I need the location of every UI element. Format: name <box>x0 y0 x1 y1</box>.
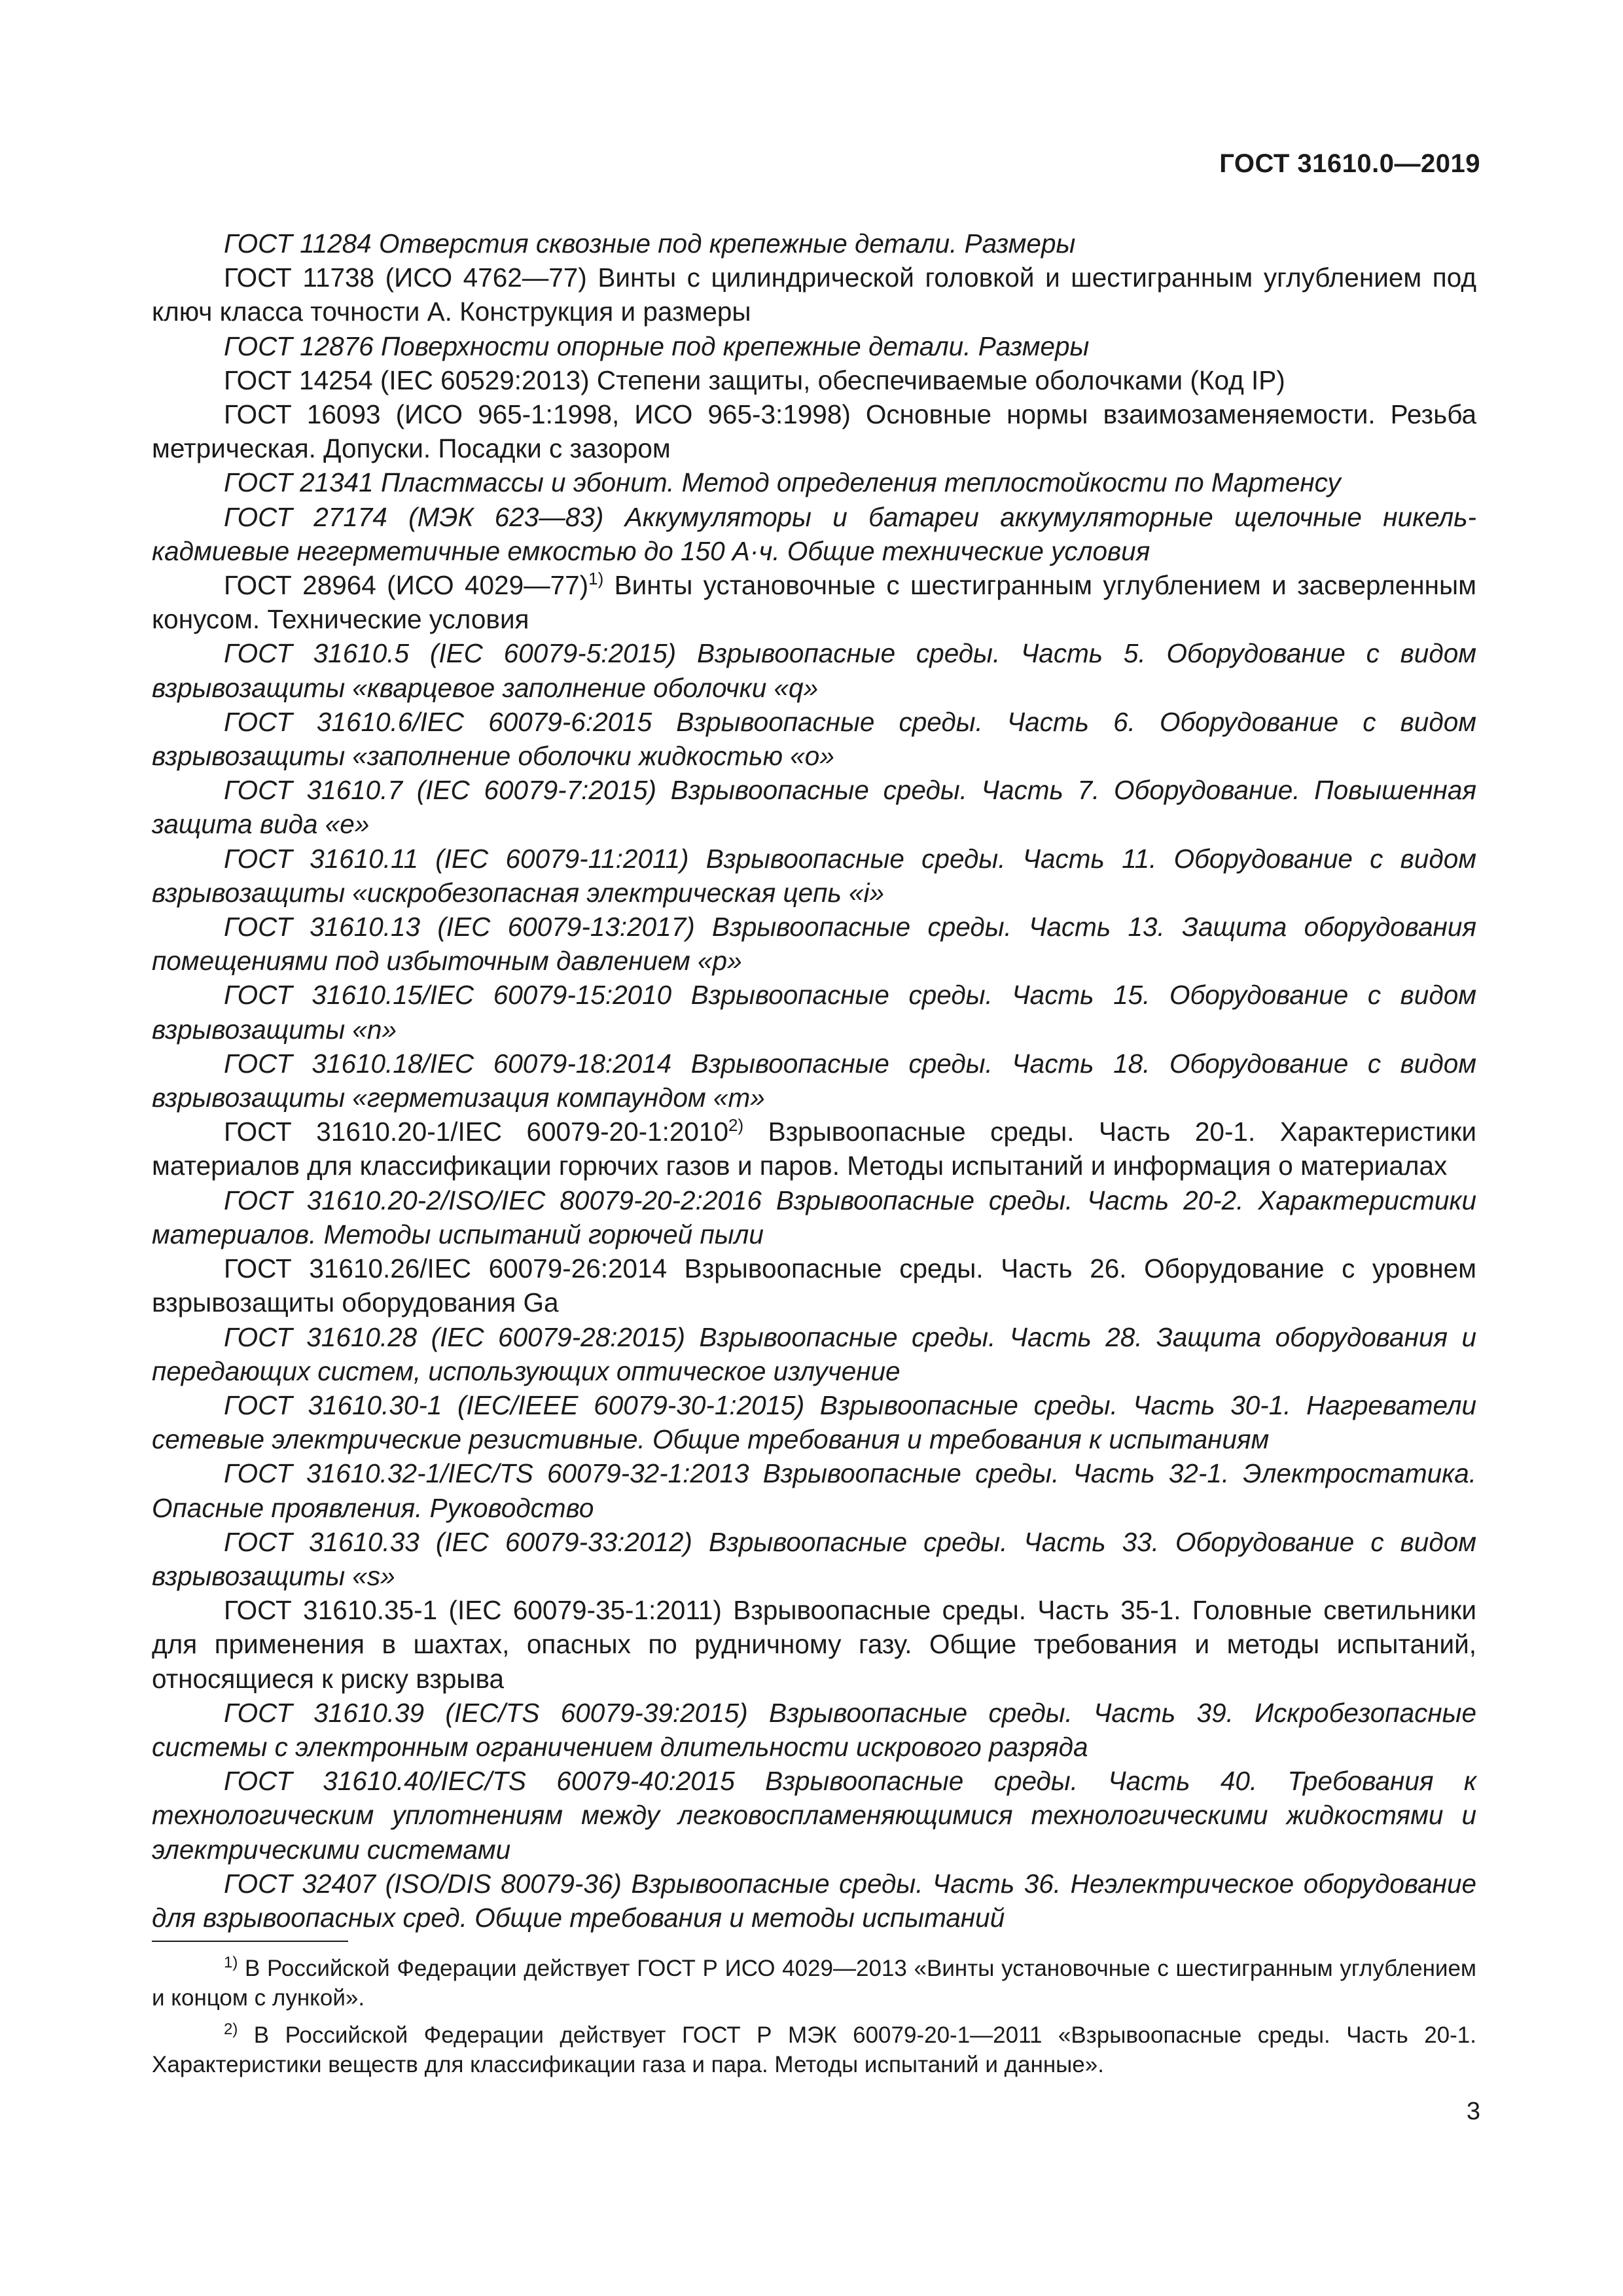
reference-item <box>152 568 1476 636</box>
reference-item: ГОСТ 31610.33 (IEC 60079-33:2012) Взрывоопасные среды. Часть 33. Оборудование с видом взрывозащиты «s» <box>152 1526 1476 1591</box>
normative-references-list <box>152 226 1476 1935</box>
footnote-marker: 2) <box>728 1115 744 1136</box>
reference-item: ГОСТ 31610.5 (IEC 60079-5:2015) Взрывоопасные среды. Часть 5. Оборудование с видом взрывозащиты «кварцевое заполнение оболочки «q» <box>152 638 1476 703</box>
reference-item: ГОСТ 31610.20-2/ISO/IEC 80079-20-2:2016 Взрывоопасные среды. Часть 20-2. Характеристики материалов. Методы испытаний горючей пыли <box>152 1185 1476 1249</box>
footnote-separator <box>152 1941 348 1942</box>
reference-item: ГОСТ 31610.7 (IEC 60079-7:2015) Взрывоопасные среды. Часть 7. Оборудование. Повышенная защита вида «е» <box>152 775 1476 840</box>
reference-item: ГОСТ 16093 (ИСО 965-1:1998, ИСО 965-3:1998) Основные нормы взаимозаменяемости. Резьба метрическая. Допуски. Посадки с зазором <box>152 399 1476 464</box>
reference-item: ГОСТ 12876 Поверхности опорные под крепежные детали. Размеры <box>224 331 1090 361</box>
footnote-marker: 2) <box>224 2020 238 2038</box>
reference-item: ГОСТ 31610.13 (IEC 60079-13:2017) Взрывоопасные среды. Часть 13. Защита оборудования помещениями под избыточным давлением «р» <box>152 912 1476 977</box>
reference-item: ГОСТ 27174 (МЭК 623—83) Аккумуляторы и батареи аккумуляторные щелочные никель-кадмиевые негерметичные емкостью до 150 А·ч. Общие технические условия <box>152 501 1476 566</box>
reference-item: ГОСТ 31610.18/IEC 60079-18:2014 Взрывоопасные среды. Часть 18. Оборудование с видом взрывозащиты «герметизация компаундом «m» <box>152 1048 1476 1113</box>
page-number: 3 <box>1466 2098 1480 2125</box>
footnote-item <box>152 1954 1476 2013</box>
reference-item: ГОСТ 11284 Отверстия сквозные под крепежные детали. Размеры <box>224 228 1076 259</box>
footnote-marker: 1) <box>224 1954 238 1971</box>
reference-item: ГОСТ 31610.26/IEC 60079-26:2014 Взрывоопасные среды. Часть 26. Оборудование с уровнем взрывозащиты оборудования Ga <box>152 1253 1476 1318</box>
footnotes <box>152 1954 1476 2087</box>
reference-item: ГОСТ 31610.39 (IEC/TS 60079-39:2015) Взрывоопасные среды. Часть 39. Искробезопасные системы с электронным ограничением длительности искрового разряда <box>152 1697 1476 1762</box>
reference-text: ГОСТ 31610.20-1/IEC 60079-20-1:2010 <box>224 1117 728 1147</box>
reference-item <box>152 1115 1476 1183</box>
footnote-text: В Российской Федерации действует ГОСТ Р МЭК 60079-20-1—2011 «Взрывоопасные среды. Часть 20-1. Характеристики веществ для классификации газа и пара. Методы испытаний и данные». <box>152 2022 1476 2077</box>
reference-item: ГОСТ 14254 (IEC 60529:2013) Степени защиты, обеспечиваемые оболочками (Код IP) <box>224 365 1285 395</box>
reference-item: ГОСТ 31610.28 (IEC 60079-28:2015) Взрывоопасные среды. Часть 28. Защита оборудования и передающих систем, использующих оптическое излучение <box>152 1321 1476 1386</box>
reference-text: Взрывоопасные среды. Часть 20-1. Характеристики материалов для классификации горючих газов и паров. Методы испытаний и информация о материалах <box>152 1117 1476 1181</box>
footnote-item <box>152 2020 1476 2079</box>
reference-item: ГОСТ 31610.6/IEC 60079-6:2015 Взрывоопасные среды. Часть 6. Оборудование с видом взрывозащиты «заполнение оболочки жидкостью «о» <box>152 706 1476 772</box>
reference-item: ГОСТ 31610.15/IEC 60079-15:2010 Взрывоопасные среды. Часть 15. Оборудование с видом взрывозащиты «n» <box>152 980 1476 1045</box>
reference-item: ГОСТ 11738 (ИСО 4762—77) Винты с цилиндрической головкой и шестигранным углублением под ключ класса точности А. Конструкция и размеры <box>152 262 1476 327</box>
reference-item: ГОСТ 32407 (ISO/DIS 80079-36) Взрывоопасные среды. Часть 36. Неэлектрическое оборудование для взрывоопасных сред. Общие требования и методы испытаний <box>152 1868 1476 1933</box>
reference-item: ГОСТ 31610.40/IEC/TS 60079-40:2015 Взрывоопасные среды. Часть 40. Требования к технологическим уплотнениям между легковоспламеняющимися технологическими жидкостями и электрическими системами <box>152 1766 1476 1865</box>
footnote-text: В Российской Федерации действует ГОСТ Р ИСО 4029—2013 «Винты установочные с шестигранным углублением и концом с лункой». <box>152 1956 1476 2011</box>
reference-item: ГОСТ 31610.30-1 (IEC/IEEE 60079-30-1:2015) Взрывоопасные среды. Часть 30-1. Нагреватели сетевые электрические резистивные. Общие требования и требования к испытаниям <box>152 1390 1476 1455</box>
reference-text: Винты установочные с шестигранным углублением и засверленным конусом. Технические условия <box>152 570 1476 635</box>
footnote-marker: 1) <box>588 569 604 589</box>
document-header: ГОСТ 31610.0—2019 <box>1219 149 1480 178</box>
reference-item: ГОСТ 31610.32-1/IEC/TS 60079-32-1:2013 Взрывоопасные среды. Часть 32-1. Электростатика. Опасные проявления. Руководство <box>152 1458 1476 1523</box>
reference-text: ГОСТ 28964 (ИСО 4029—77) <box>224 570 589 601</box>
reference-item: ГОСТ 31610.11 (IEC 60079-11:2011) Взрывоопасные среды. Часть 11. Оборудование с видом взрывозащиты «искробезопасная электрическая цепь «i» <box>152 843 1476 908</box>
reference-item: ГОСТ 31610.35-1 (IEC 60079-35-1:2011) Взрывоопасные среды. Часть 35-1. Головные светильники для применения в шахтах, опасных по рудничному газу. Общие требования и методы испытаний, относящиеся к риску взрыва <box>152 1595 1476 1694</box>
reference-item: ГОСТ 21341 Пластмассы и эбонит. Метод определения теплостойкости по Мартенсу <box>224 467 1341 498</box>
